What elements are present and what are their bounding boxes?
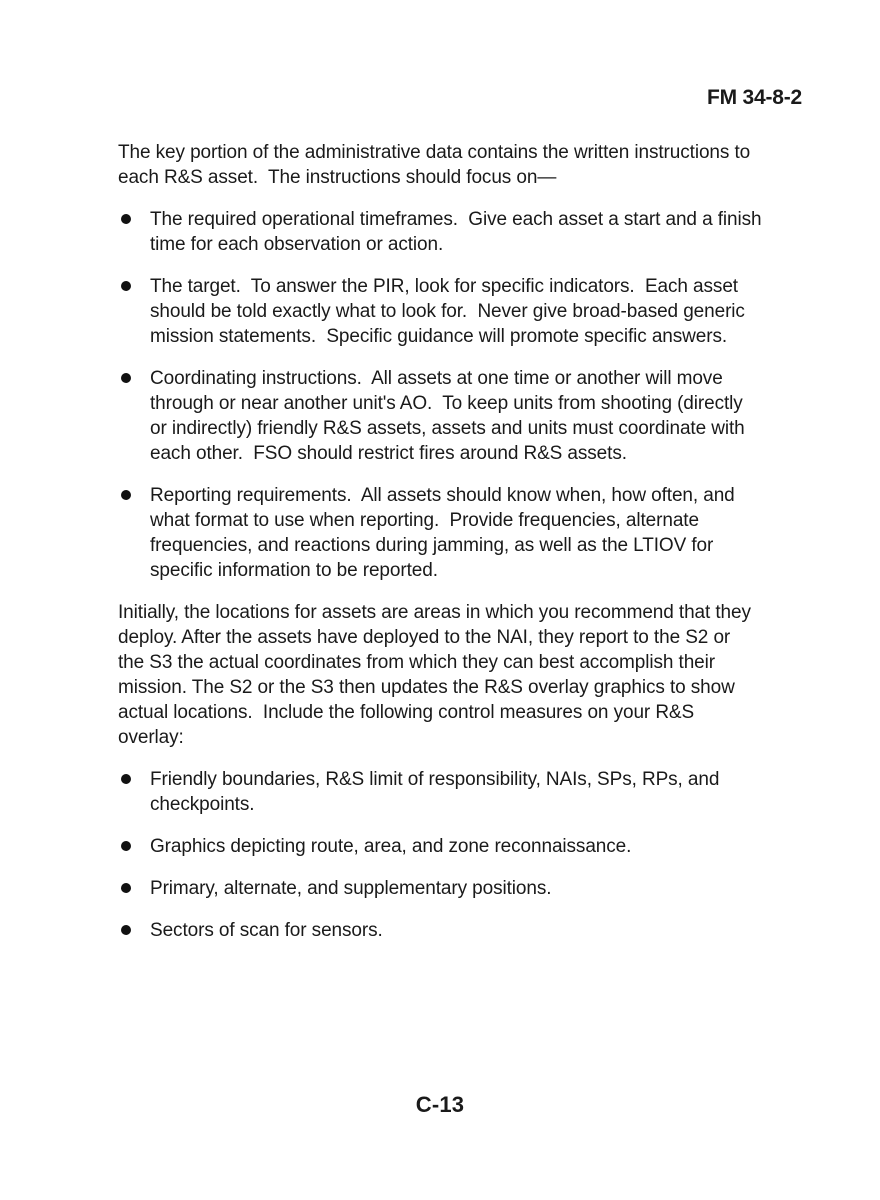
bullet-line: Primary, alternate, and supplementary positions.	[150, 878, 552, 899]
paragraph-line: deploy. After the assets have deployed to the NAI, they report to the S2 or	[118, 627, 731, 648]
bullet-line: mission statements. Specific guidance will promote specific answers.	[150, 326, 728, 347]
bullet-text	[150, 483, 858, 583]
bullet-item	[118, 274, 858, 349]
bullet-line: specific information to be reported.	[150, 560, 438, 581]
bullet-marker	[118, 767, 150, 792]
bullet-icon	[121, 774, 131, 784]
paragraph-line: overlay:	[118, 727, 184, 748]
paragraph-line: The key portion of the administrative data contains the written instructions to	[118, 142, 751, 163]
paragraph-line: actual locations. Include the following control measures on your R&S	[118, 702, 695, 723]
bullet-line: through or near another unit's AO. To keep units from shooting (directly	[150, 393, 743, 414]
bullet-item	[118, 918, 858, 943]
bullet-line: Sectors of scan for sensors.	[150, 920, 383, 941]
bullet-text	[150, 767, 858, 817]
bullet-item	[118, 767, 858, 817]
bullet-marker	[118, 207, 150, 232]
bullet-item	[118, 876, 858, 901]
document-body	[118, 140, 858, 960]
bullet-icon	[121, 373, 131, 383]
bullet-text	[150, 834, 858, 859]
bullet-text	[150, 366, 858, 466]
bullet-marker	[118, 918, 150, 943]
bullet-icon	[121, 490, 131, 500]
paragraph-line: mission. The S2 or the S3 then updates the R&S overlay graphics to show	[118, 677, 735, 698]
bullet-marker	[118, 483, 150, 508]
bullet-icon	[121, 841, 131, 851]
bullet-icon	[121, 214, 131, 224]
bullet-line: Graphics depicting route, area, and zone reconnaissance.	[150, 836, 632, 857]
bullet-line: or indirectly) friendly R&S assets, assets and units must coordinate with	[150, 418, 745, 439]
bullet-line: Coordinating instructions. All assets at one time or another will move	[150, 368, 723, 389]
bullet-item	[118, 366, 858, 466]
paragraph-line: the S3 the actual coordinates from which they can best accomplish their	[118, 652, 715, 673]
bullet-line: what format to use when reporting. Provide frequencies, alternate	[150, 510, 699, 531]
bullet-icon	[121, 883, 131, 893]
page-number: C-13	[415, 1092, 465, 1117]
paragraph	[118, 600, 858, 750]
paragraph-line: each R&S asset. The instructions should focus on—	[118, 167, 557, 188]
bullet-line: checkpoints.	[150, 794, 255, 815]
bullet-text	[150, 918, 858, 943]
bullet-line: The target. To answer the PIR, look for specific indicators. Each asset	[150, 276, 738, 297]
bullet-text	[150, 876, 858, 901]
bullet-item	[118, 483, 858, 583]
bullet-marker	[118, 876, 150, 901]
bullet-marker	[118, 834, 150, 859]
bullet-marker	[118, 366, 150, 391]
bullet-marker	[118, 274, 150, 299]
bullet-line: Friendly boundaries, R&S limit of responsibility, NAIs, SPs, RPs, and	[150, 769, 720, 790]
bullet-icon	[121, 925, 131, 935]
bullet-text	[150, 274, 858, 349]
paragraph	[118, 140, 858, 190]
document-header: FM 34-8-2	[706, 86, 802, 109]
bullet-text	[150, 207, 858, 257]
bullet-line: The required operational timeframes. Give each asset a start and a finish	[150, 209, 762, 230]
bullet-line: time for each observation or action.	[150, 234, 444, 255]
bullet-line: should be told exactly what to look for. Never give broad-based generic	[150, 301, 745, 322]
bullet-line: Reporting requirements. All assets should know when, how often, and	[150, 485, 735, 506]
bullet-line: each other. FSO should restrict fires around R&S assets.	[150, 443, 627, 464]
bullet-line: frequencies, and reactions during jamming, as well as the LTIOV for	[150, 535, 714, 556]
bullet-item	[118, 834, 858, 859]
paragraph-line: Initially, the locations for assets are areas in which you recommend that they	[118, 602, 751, 623]
bullet-item	[118, 207, 858, 257]
bullet-icon	[121, 281, 131, 291]
